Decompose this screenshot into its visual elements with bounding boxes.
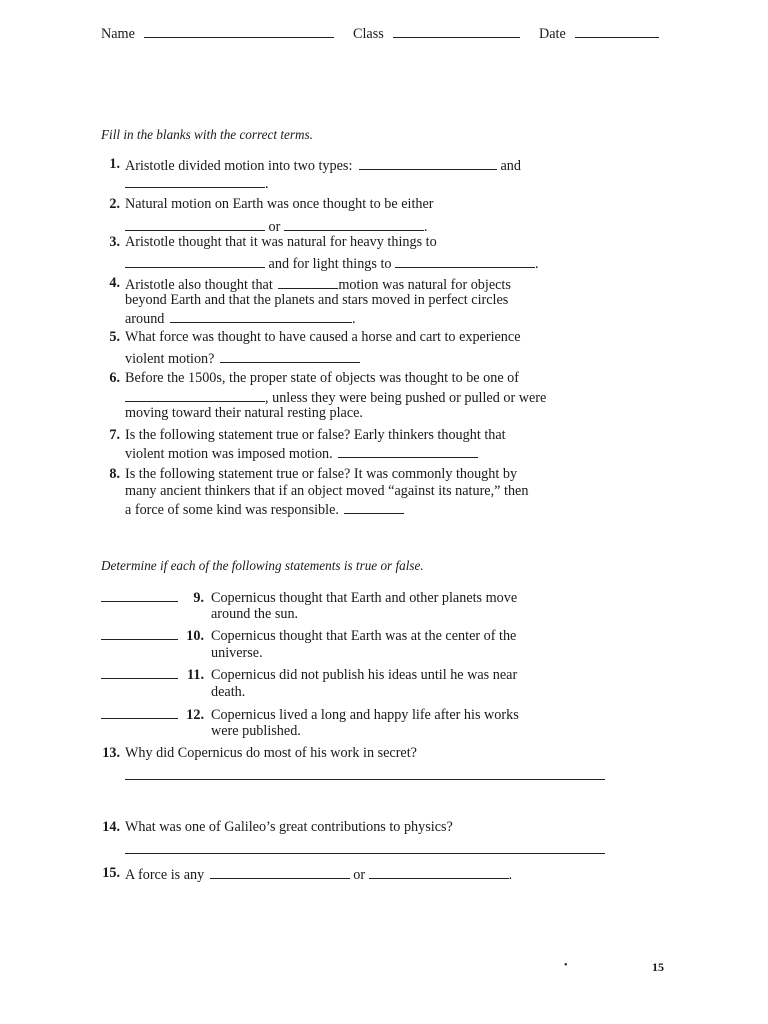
class-blank[interactable]	[393, 24, 520, 38]
q15-text-a: A force is any	[125, 867, 205, 883]
q4-text1: Aristotle also thought that	[125, 277, 273, 293]
q5-text2: violent motion?	[125, 351, 215, 367]
q10-number: 10.	[186, 628, 204, 644]
q3-text2: and for light things to	[268, 256, 392, 272]
date-field	[539, 24, 659, 43]
footer-bullet: •	[564, 960, 568, 971]
q8-text3: a force of some kind was responsible.	[125, 502, 339, 518]
q1-text: Aristotle divided motion into two types:	[125, 158, 353, 174]
q10-line2: universe.	[211, 645, 263, 661]
q9-answer-blank[interactable]	[101, 601, 178, 602]
q8-line3	[125, 500, 404, 519]
q12-line2: were published.	[211, 723, 301, 739]
q6-line3: moving toward their natural resting place.	[125, 405, 363, 421]
q9-line2: around the sun.	[211, 606, 299, 622]
name-label: Name	[101, 26, 135, 42]
q15-line	[125, 865, 512, 884]
q7-number: 7.	[109, 427, 120, 443]
q14-number: 14.	[102, 819, 120, 835]
q13-answer-line[interactable]	[125, 779, 605, 780]
q8-line2: many ancient thinkers that if an object moved “against its nature,” then	[125, 483, 529, 499]
q8-line1: Is the following statement true or false? It was commonly thought by	[125, 466, 518, 482]
q3-blank-1[interactable]	[125, 254, 265, 268]
q1-period: .	[265, 176, 269, 192]
q10-answer-blank[interactable]	[101, 639, 178, 640]
q6-text2: , unless they were being pushed or pulled or were	[265, 390, 547, 406]
q12-line1: Copernicus lived a long and happy life after his works	[211, 707, 519, 723]
q13-number: 13.	[102, 745, 120, 761]
q8-blank[interactable]	[344, 500, 404, 514]
q2-blank-2[interactable]	[284, 217, 424, 231]
q5-number: 5.	[109, 329, 120, 345]
q11-line1: Copernicus did not publish his ideas until he was near	[211, 667, 518, 683]
q7-blank[interactable]	[338, 444, 478, 458]
q15-blank-2[interactable]	[369, 865, 509, 879]
class-field	[353, 24, 520, 43]
q2-blank-1[interactable]	[125, 217, 265, 231]
q3-number: 3.	[109, 234, 120, 250]
q2-line1: Natural motion on Earth was once thought to be either	[125, 196, 434, 212]
q5-blank[interactable]	[220, 349, 360, 363]
q5-line2	[125, 349, 360, 368]
date-label: Date	[539, 26, 566, 42]
q11-line2: death.	[211, 684, 246, 700]
q15-or: or	[353, 867, 366, 883]
q4-blank-2[interactable]	[170, 309, 352, 323]
q4-period: .	[351, 311, 356, 327]
q12-answer-blank[interactable]	[101, 718, 178, 719]
q4-blank-1[interactable]	[278, 275, 338, 289]
q9-line1: Copernicus thought that Earth and other planets move	[211, 590, 518, 606]
q9-number: 9.	[193, 590, 204, 606]
q3-period: .	[535, 256, 539, 272]
q11-answer-blank[interactable]	[101, 678, 178, 679]
class-label: Class	[353, 26, 384, 42]
q1-number: 1.	[109, 156, 120, 172]
q11-number: 11.	[187, 667, 204, 683]
q1-line2	[125, 174, 269, 193]
q7-text2: violent motion was imposed motion.	[125, 446, 333, 462]
q13-text: Why did Copernicus do most of his work in secret?	[125, 745, 417, 761]
q4-number: 4.	[109, 275, 120, 291]
q4-line3	[125, 309, 356, 328]
date-blank[interactable]	[575, 24, 659, 38]
q1-and: and	[500, 158, 521, 174]
q5-line1: What force was thought to have caused a horse and cart to experience	[125, 329, 521, 345]
q3-line1: Aristotle thought that it was natural for heavy things to	[125, 234, 437, 250]
q1-line1	[125, 156, 521, 175]
q14-text: What was one of Galileo’s great contributions to physics?	[125, 819, 453, 835]
q3-line2	[125, 254, 539, 273]
q12-number: 12.	[186, 707, 204, 723]
q1-blank-2[interactable]	[125, 174, 265, 188]
section1-instruction: Fill in the blanks with the correct terms.	[101, 127, 313, 142]
q14-answer-line[interactable]	[125, 853, 605, 854]
q6-number: 6.	[109, 370, 120, 386]
q4-line2: beyond Earth and that the planets and stars moved in perfect circles	[125, 292, 509, 308]
q6-blank[interactable]	[125, 388, 265, 402]
q1-blank-1[interactable]	[359, 156, 497, 170]
q7-line2	[125, 444, 478, 463]
name-blank[interactable]	[144, 24, 334, 38]
q4-text2: motion was natural for objects	[338, 277, 511, 293]
q2-or: or	[268, 219, 281, 235]
q15-number: 15.	[102, 865, 120, 881]
q2-period: .	[423, 219, 428, 235]
q7-line1: Is the following statement true or false? Early thinkers thought that	[125, 427, 506, 443]
q8-number: 8.	[109, 466, 120, 482]
section2-instruction: Determine if each of the following statements is true or false.	[101, 558, 424, 573]
q4-around: around	[125, 311, 165, 327]
q15-blank-1[interactable]	[210, 865, 350, 879]
q15-period: .	[508, 867, 513, 883]
page-number: 15	[652, 960, 664, 974]
q10-line1: Copernicus thought that Earth was at the center of the	[211, 628, 517, 644]
q6-line1: Before the 1500s, the proper state of objects was thought to be one of	[125, 370, 519, 386]
header-row	[101, 24, 334, 43]
q2-number: 2.	[109, 196, 120, 212]
q3-blank-2[interactable]	[395, 254, 535, 268]
